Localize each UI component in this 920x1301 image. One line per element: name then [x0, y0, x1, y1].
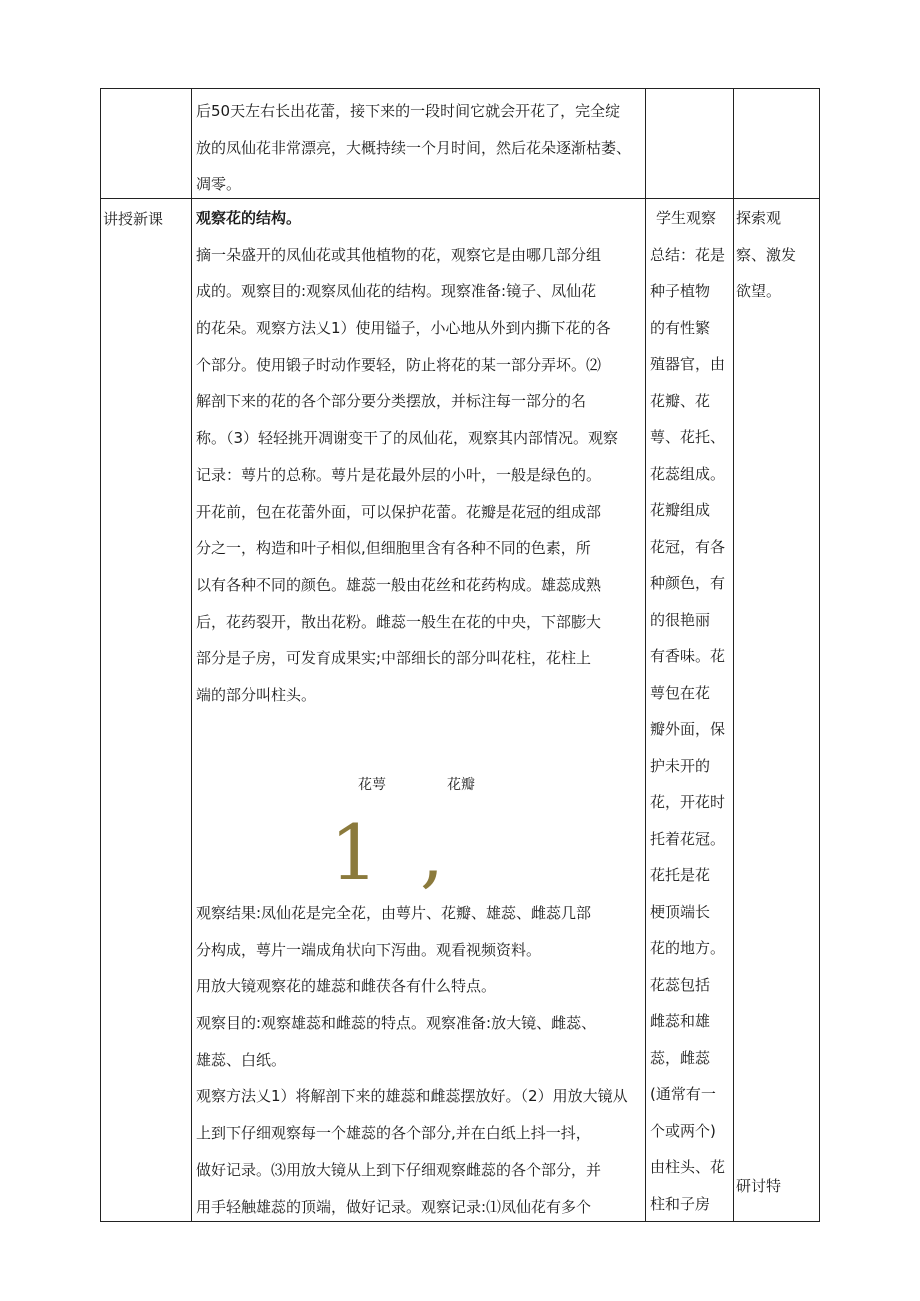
text-line: 解剖下来的花的各个部分要分类摆放，并标注每一部分的名 — [196, 392, 587, 411]
text-line: 以有各种不同的颜色。雄蕊一般由花丝和花药构成。雄蕊成熟 — [196, 575, 602, 594]
text-line: 梗顶端长 — [650, 902, 711, 921]
text-line: 总结：花是 — [650, 245, 726, 264]
text-line: 花，开花时 — [650, 793, 726, 811]
text-line: (通常有一 — [650, 1085, 716, 1103]
text-line: 雄蕊、白纸。 — [196, 1050, 287, 1069]
text-line: 有香味。花 — [650, 647, 726, 665]
student-activity-column — [650, 200, 725, 1222]
text-line: 做好记录。⑶用放大镜从上到下仔细观察雌蕊的各个部分，并 — [196, 1160, 602, 1179]
table-border-left — [100, 88, 101, 1222]
design-intent-footer: 研讨特 — [736, 1177, 782, 1195]
text-line: 记录：萼片的总称。萼片是花最外层的小叶，一般是绿色的。 — [196, 465, 602, 484]
text-line: 种子植物 — [650, 282, 711, 300]
text-line: 放的凤仙花非常漂亮，大概持续一个月时间，然后花朵逐渐枯萎、 — [196, 138, 632, 157]
text-line: 开花前，包在花蕾外面，可以保护花蕾。花瓣是花冠的组成部 — [196, 502, 602, 521]
table-border-top — [100, 88, 820, 89]
text-line: 柱和子房 — [650, 1194, 711, 1213]
figure-label-sepal: 花萼 — [358, 777, 386, 793]
column-divider-2 — [645, 88, 646, 1222]
text-line: 观察结果:凤仙花是完全花，由萼片、花瓣、雄蕊、雌蕊几部 — [196, 904, 592, 922]
design-intent-column — [736, 200, 796, 310]
text-line: 雌蕊和雄 — [650, 1012, 711, 1030]
text-line: 由柱头、花 — [650, 1158, 726, 1176]
text-line: 观察方法乂1）将解剖下来的雄蕊和雌蕊摆放好。（2）用放大镜从 — [196, 1087, 628, 1106]
top-row-content — [196, 93, 631, 203]
text-line: 萼包在花 — [650, 683, 711, 702]
figure-glyph-comma: , — [420, 808, 445, 897]
text-line: 种颜色，有 — [650, 574, 726, 592]
text-line: 个或两个) — [650, 1121, 716, 1140]
text-line: 花蕊组成。 — [650, 464, 726, 483]
text-line: 花托是花 — [650, 866, 711, 884]
text-line: 蕊，雌蕊 — [650, 1048, 711, 1067]
text-line: 个部分。使用锻子时动作要轻，防止将花的某一部分弄坏。⑵ — [196, 355, 602, 374]
main-content-bottom — [196, 895, 628, 1225]
stage-label: 讲授新课 — [103, 210, 164, 228]
text-line: 的很艳丽 — [650, 610, 711, 629]
text-line: 用手轻触雄蕊的顶端，做好记录。观察记录:⑴凤仙花有多个 — [196, 1197, 592, 1216]
section-title: 观察花的结构。 — [196, 209, 302, 227]
text-line: 后，花药裂开，散出花粉。雌蕊一般生在花的中央，下部膨大 — [196, 612, 602, 631]
text-line: 用放大镜观察花的雄蕊和雌茯各有什么特点。 — [196, 977, 497, 996]
column-divider-1 — [191, 88, 192, 1222]
text-line: 端的部分叫柱头。 — [196, 685, 317, 704]
text-line: 的花朵。观察方法乂1）使用镒子，小心地从外到内撕下花的各 — [196, 319, 611, 338]
text-line: 花瓣组成 — [650, 501, 711, 519]
text-line: 学生观察 — [656, 209, 717, 227]
figure-glyph-one: 1 — [330, 808, 379, 897]
text-line: 探索观 — [736, 209, 782, 227]
text-line: 瓣外面，保 — [650, 720, 726, 738]
text-line: 花瓣、花 — [650, 391, 711, 410]
text-line: 分之一，构造和叶子相似,但细胞里含有各种不同的色素，所 — [196, 539, 591, 558]
text-line: 分构成，萼片一端成角状向下泻曲。观看视频资料。 — [196, 940, 542, 959]
text-line: 称。（3）轻轻挑开凋谢变干了的凤仙花，观察其内部情况。观察 — [196, 429, 619, 448]
text-line: 萼、花托、 — [650, 428, 726, 446]
text-line: 殖器官，由 — [650, 355, 726, 373]
text-line: 察、激发 — [736, 245, 797, 264]
figure-label-petal: 花瓣 — [447, 777, 475, 793]
text-line: 部分是子房，可发育成果实;中部细长的部分叫花柱，花柱上 — [196, 649, 592, 668]
text-line: 观察目的:观察雄蕊和雌蕊的特点。观察准备:放大镜、雌蕊、 — [196, 1014, 597, 1033]
text-line: 摘一朵盛开的凤仙花或其他植物的花，观察它是由哪几部分组 — [196, 245, 602, 264]
text-line: 后50天左右长出花蕾，接下来的一段时间它就会开花了，完全绽 — [196, 102, 621, 120]
text-line: 花蕊包括 — [650, 975, 711, 994]
column-divider-3 — [733, 88, 734, 1222]
text-line: 欲望。 — [736, 282, 782, 300]
text-line: 成的。观察目的:观察凤仙花的结构。现察准备:镜子、凤仙花 — [196, 282, 597, 301]
text-line: 托着花冠。 — [650, 829, 726, 848]
text-line: 凋零。 — [196, 175, 242, 194]
table-border-right — [819, 88, 820, 1222]
text-line: 花冠，有各 — [650, 537, 726, 556]
text-line: 的有性繁 — [650, 318, 711, 337]
text-line: 护未开的 — [650, 756, 711, 775]
main-content-top — [196, 200, 618, 714]
text-line: 上到下仔细观察每一个雄蕊的各个部分,并在白纸上抖一抖， — [196, 1124, 591, 1143]
text-line: 花的地方。 — [650, 939, 726, 957]
